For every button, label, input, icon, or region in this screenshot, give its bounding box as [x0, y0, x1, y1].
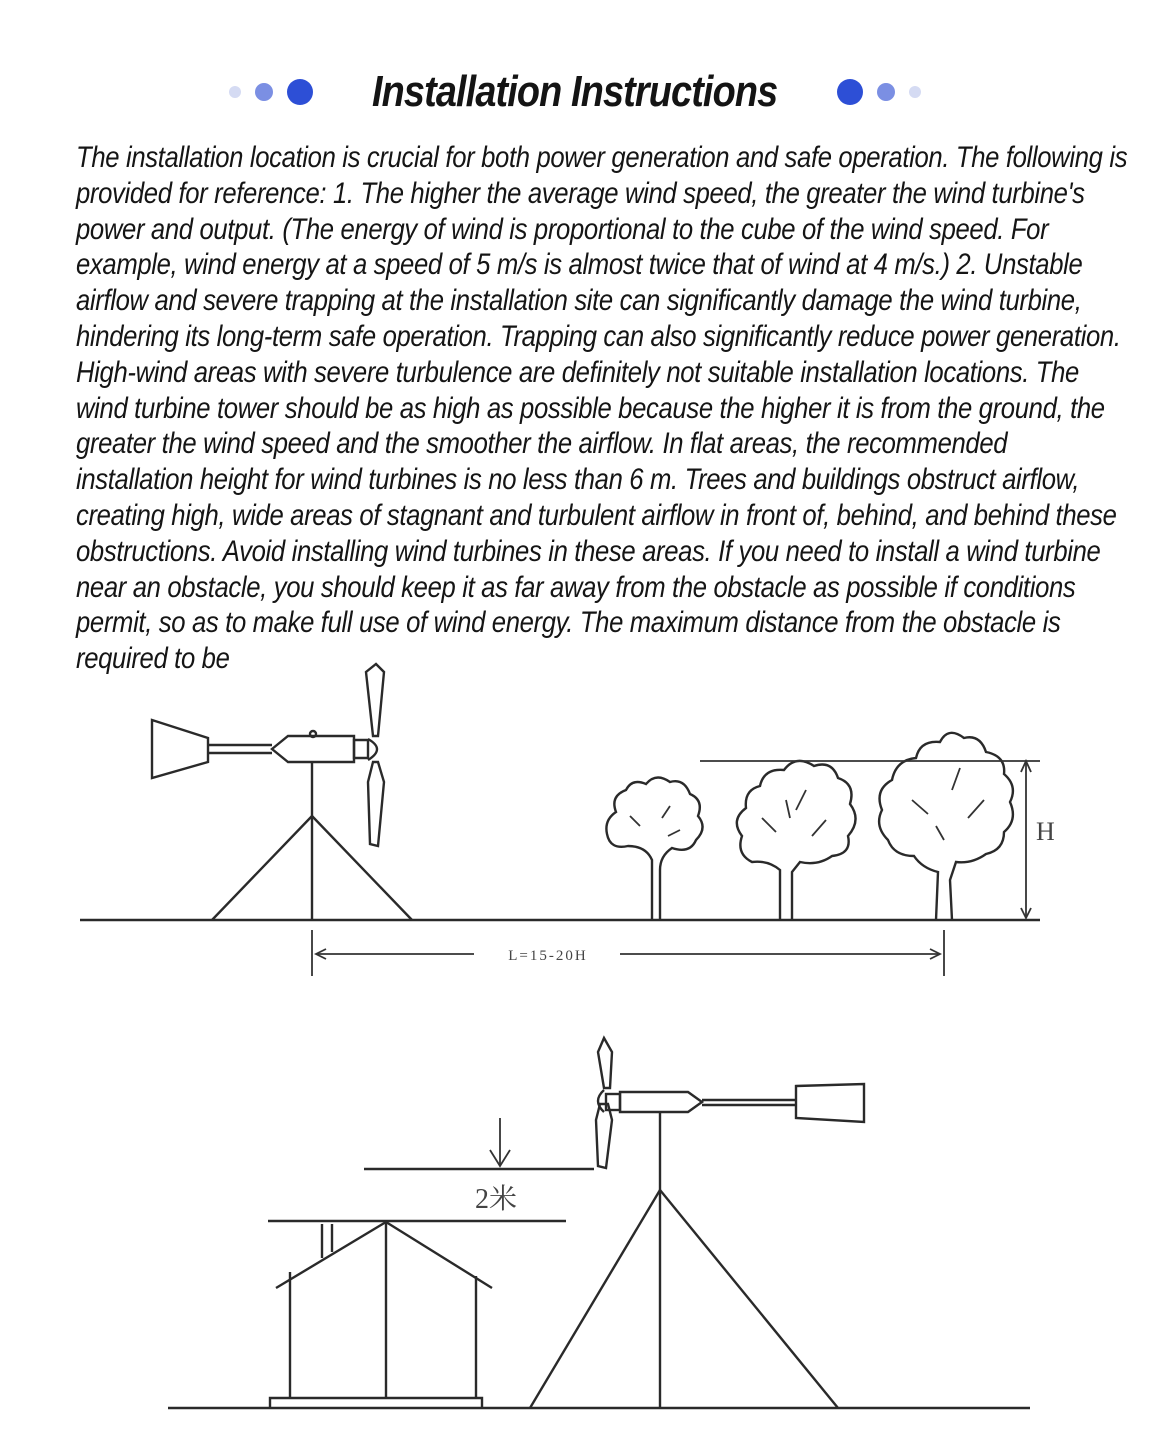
right-dots: [837, 79, 921, 105]
dot-medium: [877, 83, 895, 101]
page-title: Installation Instructions: [372, 67, 778, 116]
dot-medium: [255, 83, 273, 101]
dot-light: [229, 86, 241, 98]
dot-light: [909, 86, 921, 98]
clearance-label: 2米: [474, 1184, 518, 1215]
title-bar: [0, 62, 1150, 122]
wind-turbine-bottom: [530, 1038, 864, 1408]
left-dots: [229, 79, 313, 105]
dot-strong: [837, 79, 863, 105]
distance-label: L=15-20H: [508, 948, 588, 964]
installation-diagram: [0, 650, 1150, 1444]
clearance-dimension: [364, 1118, 594, 1169]
wind-turbine-top: [152, 664, 412, 920]
height-label: H: [1036, 817, 1055, 846]
instructions-paragraph: The installation location is crucial for both power generation and safe operation. The following is provided for reference: 1. The higher the average wind speed, the greater the wind turbine's power and output. (The energy of wind is proportional to the cube of the wind speed. For example, wind energy at a speed of 5 m/s is almost twice that of wind at 4 m/s.) 2. Unstable airflow and severe trapping at the installation site can significantly damage the wind turbine, hindering its long-term safe operation. Trapping can also significantly reduce power generation. High-wind areas with severe turbulence are definitely not suitable installation locations. The wind turbine tower should be as high as possible because the higher it is from the ground, the greater the wind speed and the smoother the airflow. In flat areas, the recommended installation height for wind turbines is no less than 6 m. Trees and buildings obstruct airflow, creating high, wide areas of stagnant and turbulent airflow in front of, behind, and behind these obstructions. Avoid installing wind turbines in these areas. If you need to install a wind turbine near an obstacle, you should keep it as far away from the obstacle as possible if conditions permit, so as to make full use of wind energy. The maximum distance from the obstacle is required to be: [76, 141, 1128, 676]
distance-dimension: [312, 930, 944, 976]
house: [268, 1221, 566, 1408]
dot-strong: [287, 79, 313, 105]
height-dimension: [700, 761, 1040, 918]
